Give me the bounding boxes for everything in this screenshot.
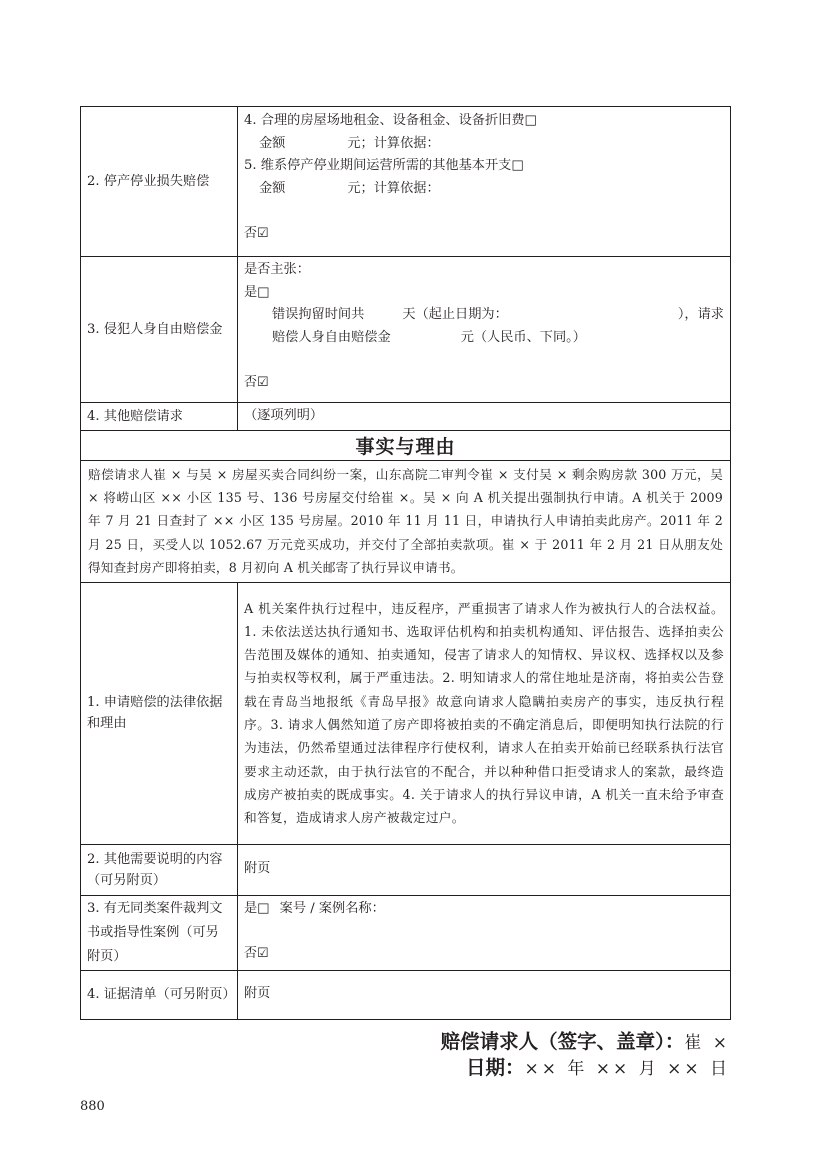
item-other-expense: 5. 维系停产停业期间运营所需的其他基本开支□ (244, 158, 524, 173)
date-label: 日期： (466, 1056, 525, 1079)
similar-case-yes-line: 是□ 案号 / 案例名称： (244, 900, 385, 916)
other-notes-content: 附页 (238, 844, 731, 895)
facts-text: 赔偿请求人崔 × 与吴 × 房屋买卖合同纠纷一案，山东高院二审判令崔 × 支付吴 × 剩余购房款 300 万元，吴 × 将崂山区 ×× 小区 135 号、136 号房屋交付给崔 ×。吴 × 向 A 机关提出强制执行申请。A 机关于 2009 年 7 月 21 日查封了 ×× 小区 135 号房屋。2010 年 11 月 11 日，申请执行人申请拍卖此房产。2011 年 2 月 25 日，买受人以 1052.67 万元竞买成功，并交付了全部拍卖款项。崔 × 于 2011 年 2 月 21 日从朋友处得知查封房产即将拍卖，8 月初向 A 机关邮寄了执行异议申请书。 (81, 460, 731, 582)
evidence-content: 附页 (238, 970, 731, 1019)
no-checkbox-option: 否☑ (244, 374, 269, 390)
item-amount-line: 金额 元；计算依据： (259, 180, 440, 196)
row-label-business-loss: 2. 停产停业损失赔偿 (81, 107, 238, 257)
table-row (81, 460, 731, 582)
table-row (81, 257, 731, 403)
table-row (81, 844, 731, 895)
table-row (81, 970, 731, 1019)
claim-question: 是否主张： (244, 262, 310, 277)
compensation-form-table (80, 106, 731, 1020)
table-row (81, 107, 731, 257)
row-content-personal-freedom (238, 257, 731, 403)
yes-checkbox-option: 是□ (244, 284, 270, 300)
item-rent-depreciation: 4. 合理的房屋场地租金、设备租金、设备折旧费□ (244, 113, 537, 128)
row-label-other-claims: 4. 其他赔偿请求 (81, 403, 238, 431)
detention-line: 错误拘留时间共 天（起止日期为： ），请求 (272, 307, 724, 322)
table-row (81, 403, 731, 431)
row-label-similar-cases: 3. 有无同类案件裁判文书或指导性案例（可另附页） (81, 895, 238, 970)
row-content-other-claims: （逐项列明） (238, 403, 731, 431)
signer-label: 赔偿请求人（签字、盖章）： (440, 1030, 685, 1053)
item-amount-line: 金额 元；计算依据： (259, 135, 440, 151)
row-label-legal-basis: 1. 申请赔偿的法律依据和理由 (81, 582, 238, 844)
row-label-other-notes: 2. 其他需要说明的内容（可另附页） (81, 844, 238, 895)
row-content-business-loss (238, 107, 731, 257)
similar-cases-content (238, 895, 731, 970)
table-row (81, 895, 731, 970)
signer-name: 崔 × (684, 1033, 730, 1053)
no-checkbox-option: 否☑ (244, 225, 269, 241)
row-label-evidence: 4. 证据清单（可另附页） (81, 970, 238, 1019)
facts-heading: 事实与理由 (81, 430, 731, 460)
signature-line (441, 1026, 730, 1054)
legal-basis-text: A 机关案件执行过程中，违反程序，严重损害了请求人作为被执行人的合法权益。1. 未依法送达执行通知书、选取评估机构和拍卖机构通知、评估报告、选择拍卖公告范围及媒体的通知、拍卖通知，侵害了请求人的知情权、异议权、选择权以及参与拍卖权等权利，属于严重违法。2. 明知请求人的常住地址是济南，将拍卖公告登载在青岛当地报纸《青岛早报》故意向请求人隐瞒拍卖房产的事实，违反执行程序。3. 请求人偶然知道了房产即将被拍卖的不确定消息后，即便明知执行法院的行为违法，仍然希望通过法律程序行使权利，请求人在拍卖开始前已经联系执行法官要求主动还款，由于执行法官的不配合，并以种种借口拒受请求人的案款，最终造成房产被拍卖的既成事实。4. 关于请求人的执行异议申请，A 机关一直未给予审查和答复，造成请求人房产被裁定过户。 (238, 582, 731, 844)
date-line (466, 1052, 730, 1080)
table-row (81, 430, 731, 460)
page-number: 880 (80, 1099, 105, 1114)
no-checkbox-option: 否☑ (244, 945, 269, 961)
table-row (81, 582, 731, 844)
row-label-personal-freedom: 3. 侵犯人身自由赔偿金 (81, 257, 238, 403)
date-value: ×× 年 ×× 月 ×× 日 (524, 1059, 730, 1079)
freedom-compensation-line: 赔偿人身自由赔偿金 元（人民币、下同。） (272, 329, 586, 345)
